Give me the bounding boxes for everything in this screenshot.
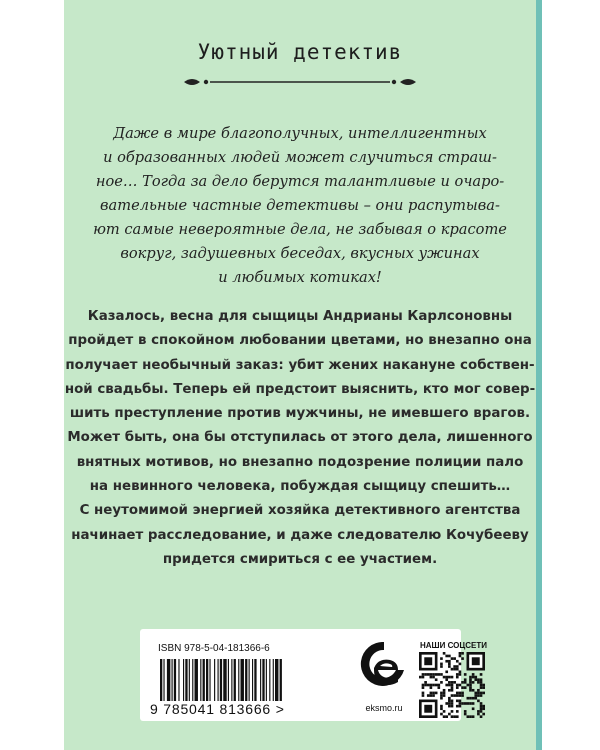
synopsis-line: придется смириться с ее участием.: [162, 551, 438, 567]
back-cover: [64, 0, 536, 750]
synopsis-line: Может быть, она бы отступилась от этого дела, лишенного: [67, 430, 533, 446]
synopsis-line: пройдет в спокойном любовании цветами, но внезапно она: [68, 333, 532, 349]
synopsis-line: С неутомимой энергией хозяйка детективного агентства: [79, 503, 521, 519]
intro-line: ют самые невероятные дела, не забывая о красоте: [93, 221, 507, 238]
synopsis-line: на невинного человека, побуждая сыщицу спешить…: [89, 479, 511, 495]
synopsis-line: Казалось, весна для сыщицы Андрианы Карлсоновны: [87, 309, 513, 324]
intro-paragraph: [64, 122, 536, 290]
intro-line: вательные частные детективы – они распутыва-: [100, 197, 500, 214]
intro-line: Даже в мире благополучных, интеллигентных: [113, 125, 487, 142]
synopsis-line: получает необычный заказ: убит жених накануне собствен-: [65, 357, 535, 373]
publisher-url: eksmo.ru: [365, 703, 403, 713]
intro-line: и любимых котиках!: [218, 269, 382, 286]
synopsis-paragraph: [64, 305, 536, 572]
synopsis-line: ной свадьбы. Теперь ей предстоит выяснить, кто мог совер-: [64, 381, 536, 397]
barcode-digits: 9 785041 813666 >: [150, 701, 285, 717]
barcode-icon: [156, 659, 336, 701]
ornament-divider-icon: [180, 75, 420, 89]
intro-line: и образованных людей может случиться страш-: [103, 149, 497, 166]
social-label: НАШИ СОЦСЕТИ: [420, 641, 487, 650]
qr-code-icon: [419, 652, 485, 718]
series-title: Уютный детектив: [197, 40, 403, 64]
synopsis-line: шить преступление против мужчины, не имевшего врагов.: [69, 406, 531, 422]
synopsis-line: внятных мотивов, но внезапно подозрение полиции пало: [76, 454, 524, 470]
intro-line: ное… Тогда за дело берутся талантливые и очаро-: [95, 173, 505, 190]
intro-line: вокруг, задушевных беседах, вкусных ужинах: [120, 245, 480, 262]
spine-edge: [536, 0, 542, 750]
synopsis-line: начинает расследование, и даже следователю Кочубееву: [71, 527, 529, 543]
isbn-text: ISBN 978-5-04-181366-6: [158, 643, 270, 654]
eksmo-logo-icon: [360, 638, 408, 700]
